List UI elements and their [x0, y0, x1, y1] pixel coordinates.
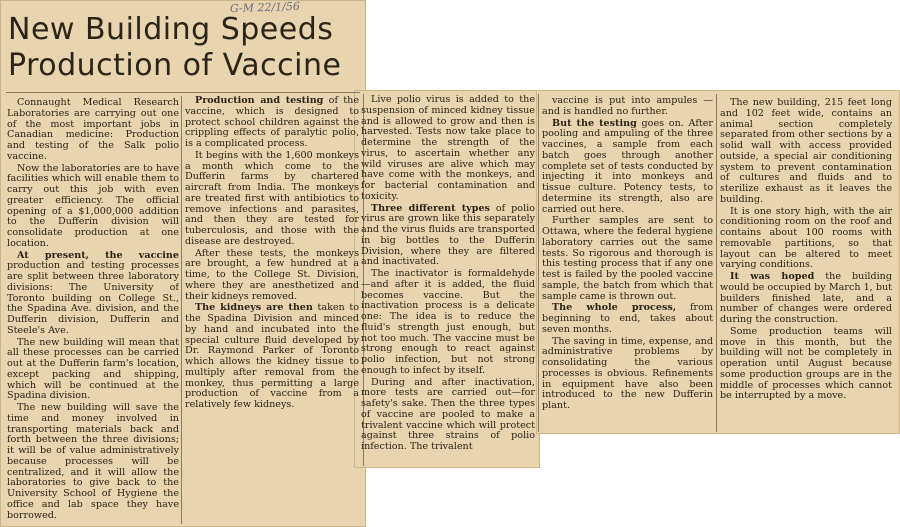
column-rule [181, 96, 182, 524]
headline [8, 12, 360, 84]
column-rule [538, 94, 539, 432]
paragraph: It begins with the 1,600 monkeys a month which come to the Dufferin farms by chartered aircraft from India. The monkeys are treated first with antibiotics to remove infections and parasites, and then they are tested for tuberculosis, and those with the disease are destroyed. [185, 149, 359, 247]
paragraph: It was hoped the building would be occupied by March 1, but builders finished late, and a number of changes were ordered during the construction. [720, 271, 892, 325]
article-column-2 [185, 96, 359, 436]
headline-rule [6, 92, 360, 93]
paragraph: The kidneys are then taken to the Spadina Division and minced by hand and incubated into the special culture fluid developed by Dr. Raymond Parker of Toronto which allows the kidney tissue to multiply after removal from the monkey, thus permitting a large production of vaccine from a relatively few kidneys. [185, 302, 359, 410]
paragraph: But the testing goes on. After pooling and ampuling of the three vaccines, a sample from each batch goes through another complete set of tests conducted by injecting it into monkeys and tissue culture. Potency tests, to determine its strength, also are carried out here. [542, 117, 713, 215]
paragraph: During and after inactivation, more tests are carried out—for safety's sake. Then the three types of vaccine are pooled to make a trivalent vaccine which will protect against three strains of polio infection. The trivalent [361, 376, 535, 452]
column-rule [716, 94, 717, 432]
paragraph: Three different types of polio virus are grown like this separately and the virus fluids are transported in big bottles to the Dufferin Division, where they are filtered and inactivated. [361, 202, 535, 268]
paragraph: vaccine is put into ampules — and is handled no further. [542, 96, 713, 117]
paragraph: After these tests, the monkeys are brought, a few hundred at a time, to the College St. Division, where they are anesthetized and their kidneys removed. [185, 247, 359, 302]
article-column-5 [720, 98, 892, 430]
paragraph: The inactivator is formaldehyde—and after it is added, the fluid becomes vaccine. But the inactivation process is a delicate one: The idea is to reduce the fluid's strength just enough, but not too much. The vaccine must be strong enough to react against polio infection, but not strong enough to infect by itself. [361, 268, 535, 376]
archive-stamp: G-M 22/1/56 [229, 0, 301, 16]
paragraph: Further samples are sent to Ottawa, where the federal hygiene laboratory carries out the same tests. So rigorous and thorough is this testing process that if any one test is failed by the pooled vaccine sample, the batch from which that sample came is thrown out. [542, 215, 713, 302]
paragraph: At present, the vaccine production and testing processes are split between three laboratory divisions: The University of Toronto building on College St., the Spadina Ave. division, and the Dufferin division, Dufferin and Steele's Ave. [7, 249, 179, 336]
article-column-4 [542, 96, 713, 430]
paragraph: The whole process, from beginning to end, takes about seven months. [542, 302, 713, 335]
article-column-3 [361, 95, 535, 465]
paragraph: Some production teams will move in this month, but the building will not be completely in operation until August because some production groups are in the middle of processes which cannot be interrupted by a move. [720, 325, 892, 402]
paragraph: Now the laboratories are to have facilities which will enable them to carry out this job with even greater efficiency. The official opening of a $1,000,000 addition to the Dufferin division will consolidate production at one location. [7, 162, 179, 249]
paragraph: The new building will mean that all these processes can be carried out at the Dufferin farm's location, except packing and shipping, which will be continued at the Spadina division. [7, 336, 179, 402]
paragraph: The saving in time, expense, and administrative problems by consolidating the various processes is obvious. Refinements in equipment have also been introduced to the new Dufferin plant. [542, 335, 713, 411]
paragraph: The new building, 215 feet long and 102 feet wide, contains an animal section completely separated from other sections by a solid wall with access provided outside, a special air conditioning system to prevent contamination of cultures and fluids and to sterilize exhaust as it leaves the building. [720, 98, 892, 205]
paragraph: Connaught Medical Research Laboratories are carrying out one of the most important jobs in Canadian medicine: Production and testing of the Salk polio vaccine. [7, 98, 179, 162]
paragraph: The new building will save the time and money involved in transporting materials back and forth between the three divisions; it will be of value administratively because processes will be centralized, and it will allow the laboratories to give back to the University School of Hygiene the office and lab space they have borrowed. [7, 402, 179, 521]
article-column-1 [7, 98, 179, 524]
headline-line-1: New Building Speeds [8, 12, 334, 47]
paragraph: It is one story high, with the air conditioning room on the roof and contains about 100 rooms with removable partitions, so that layout can be altered to meet varying conditions. [720, 205, 892, 271]
paragraph: Production and testing of the vaccine, which is designed to protect school children against the crippling effects of paralytic polio, is a complicated process. [185, 96, 359, 149]
paragraph: Live polio virus is added to the suspension of minced kidney tissue and is allowed to grow and then is harvested. Tests now take place to determine the strength of the virus, to ascertain whether any wild viruses are alive which may have come with the monkeys, and for bacterial contamination and toxicity. [361, 95, 535, 202]
headline-line-2: Production of Vaccine [8, 48, 342, 83]
